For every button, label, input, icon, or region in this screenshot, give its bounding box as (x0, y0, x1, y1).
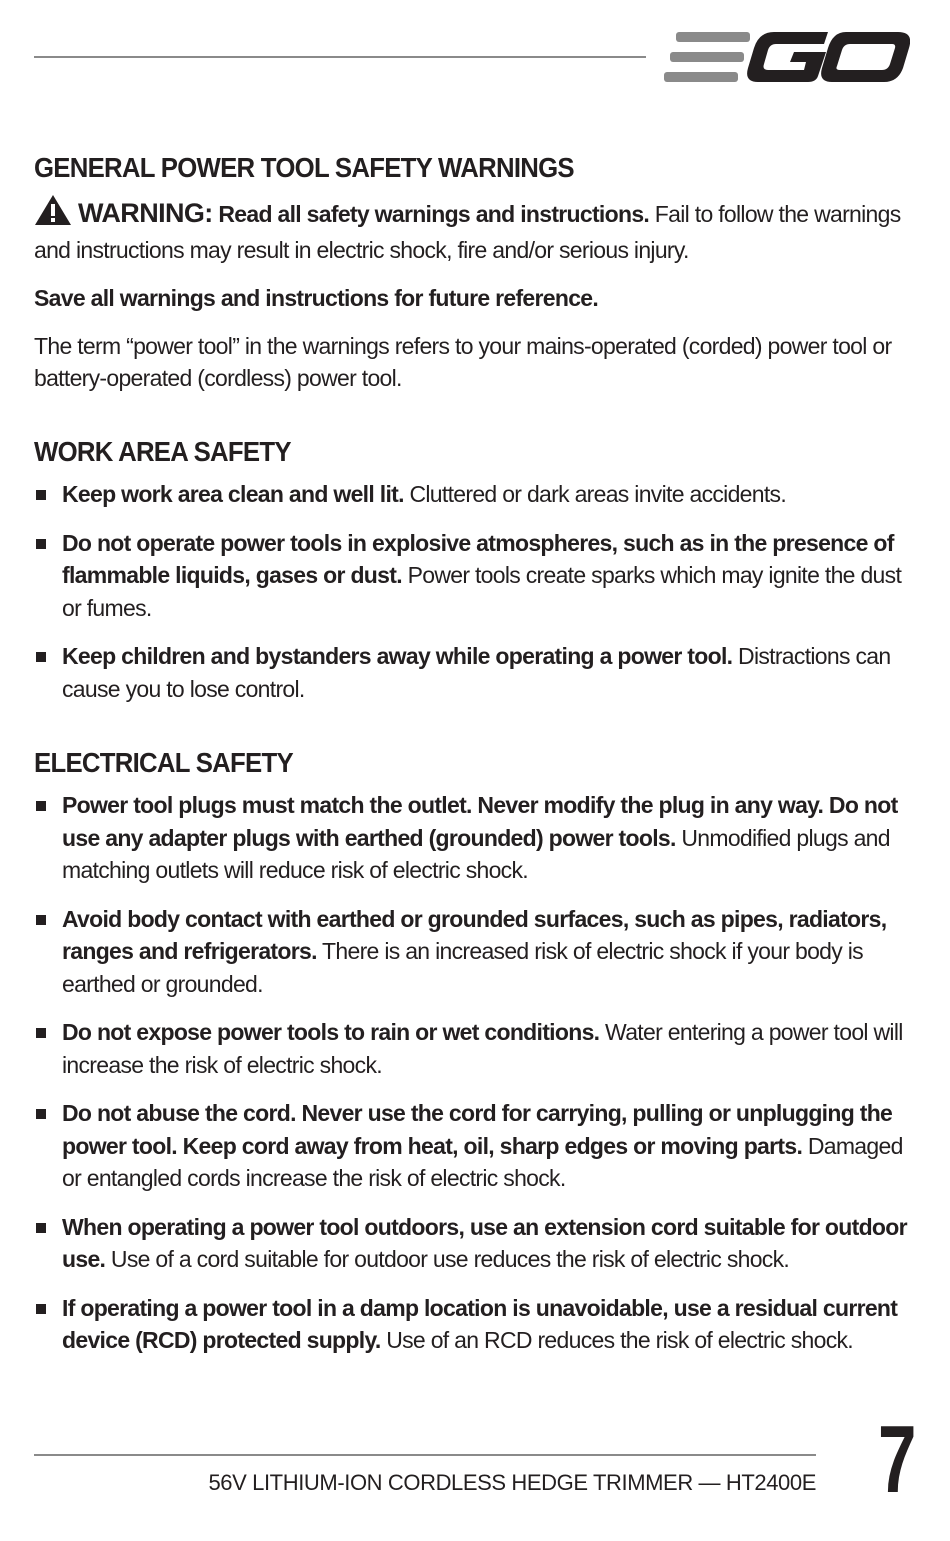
header-rule (34, 56, 646, 58)
list-item (34, 789, 914, 887)
bullet-square-icon (36, 490, 46, 500)
item-bold-text: When operating a power tool outdoors, use an extension cord suitable for outdoor use. (62, 1213, 907, 1272)
list-item (34, 1016, 914, 1081)
bullet-square-icon (36, 1109, 46, 1119)
list-item (34, 1211, 914, 1276)
item-bold-text: Avoid body contact with earthed or grounded surfaces, such as pipes, radiators, ranges and refrigerators. (62, 905, 887, 964)
list-item (34, 640, 914, 705)
bullet-square-icon (36, 1028, 46, 1038)
item-body-text: Use of an RCD reduces the risk of electric shock. (380, 1327, 854, 1353)
bullet-square-icon (36, 915, 46, 925)
item-body-text: There is an increased risk of electric shock if your body is earthed or grounded. (62, 938, 863, 997)
bullet-square-icon (36, 652, 46, 662)
warning-label: WARNING: (78, 198, 213, 228)
section-heading-general: GENERAL POWER TOOL SAFETY WARNINGS (34, 152, 574, 183)
footer-product-title: 56V LITHIUM-ION CORDLESS HEDGE TRIMMER — HT2400E (208, 1470, 816, 1495)
item-bold-text: Do not abuse the cord. Never use the cord for carrying, pulling or unplugging the power tool. Keep cord away from heat, oil, sharp edges or moving parts. (62, 1100, 893, 1159)
item-bold-text: Keep children and bystanders away while operating a power tool. (62, 643, 733, 669)
section-heading-work-area: WORK AREA SAFETY (34, 436, 291, 467)
item-bold-text: If operating a power tool in a damp location is unavoidable, use a residual current device (RCD) protected supply. (62, 1294, 898, 1353)
warning-body-text: Fail to follow the warnings and instructions may result in electric shock, fire and/or serious injury. (34, 201, 901, 263)
page-number: 7 (878, 1406, 917, 1513)
item-bold-text: Do not expose power tools to rain or wet conditions. (62, 1019, 600, 1045)
work-area-list (34, 478, 914, 705)
warning-paragraph (34, 194, 914, 266)
item-body-text: Cluttered or dark areas invite accidents. (403, 481, 787, 507)
list-item (34, 478, 914, 511)
save-note-text: Save all warnings and instructions for future reference. (34, 285, 599, 311)
item-body-text: Power tools create sparks which may ignite the dust or fumes. (62, 562, 902, 621)
list-item (34, 527, 914, 625)
main-content (34, 148, 914, 1373)
list-item (34, 903, 914, 1001)
item-body-text: Water entering a power tool will increase the risk of electric shock. (62, 1019, 903, 1078)
term-note: The term “power tool” in the warnings refers to your mains-operated (corded) power tool or battery-operated (cordless) power tool. (34, 333, 892, 391)
save-note (34, 282, 914, 314)
list-item (34, 1097, 914, 1195)
ego-logo (664, 28, 910, 86)
bullet-square-icon (36, 1304, 46, 1314)
warning-triangle-icon (34, 194, 72, 234)
bullet-square-icon (36, 801, 46, 811)
item-body-text: Unmodified plugs and matching outlets will reduce risk of electric shock. (62, 824, 890, 883)
list-item (34, 1292, 914, 1357)
item-body-text: Use of a cord suitable for outdoor use reduces the risk of electric shock. (105, 1246, 790, 1272)
bullet-square-icon (36, 1223, 46, 1233)
section-heading-electrical: ELECTRICAL SAFETY (34, 747, 293, 778)
footer-rule (34, 1454, 816, 1456)
item-bold-text: Power tool plugs must match the outlet. Never modify the plug in any way. Do not use any adapter plugs with earthed (grounded) power tools. (62, 792, 898, 851)
electrical-list (34, 789, 914, 1357)
item-bold-text: Do not operate power tools in explosive atmospheres, such as in the presence of flammable liquids, gases or dust. (62, 529, 894, 588)
item-body-text: Damaged or entangled cords increase the risk of electric shock. (62, 1132, 903, 1191)
item-bold-text: Keep work area clean and well lit. (62, 481, 404, 507)
warning-bold-text: Read all safety warnings and instructions. (218, 201, 650, 227)
item-body-text: Distractions can cause you to lose control. (62, 643, 891, 702)
bullet-square-icon (36, 539, 46, 549)
